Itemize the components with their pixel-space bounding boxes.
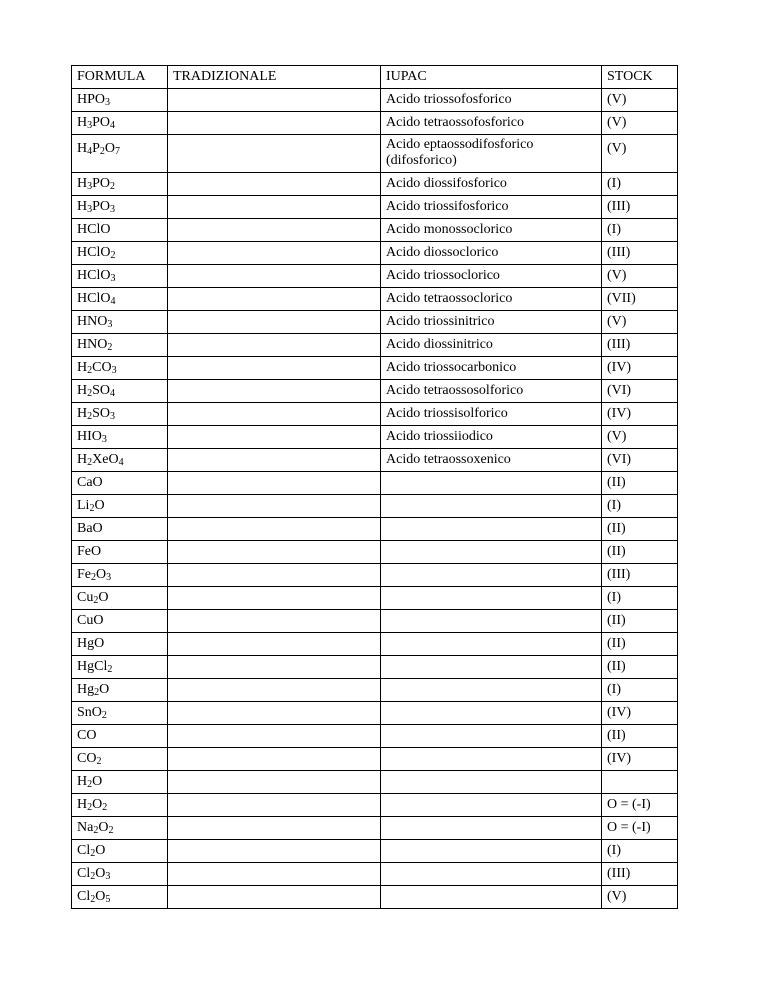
formula-text: Li [77, 497, 90, 513]
formula-text: HNO [77, 336, 108, 352]
iupac-cell [381, 541, 602, 564]
tradizionale-cell [168, 656, 381, 679]
formula-cell [72, 840, 168, 863]
formula-text: H [77, 198, 88, 214]
formula-subscript: 2 [93, 824, 99, 836]
formula-text: Cl [77, 865, 91, 881]
stock-cell: (I) [602, 173, 678, 196]
table-row [72, 541, 678, 564]
formula-cell [72, 135, 168, 173]
tradizionale-cell [168, 610, 381, 633]
formula-subscript: 3 [107, 318, 113, 330]
iupac-cell: Acido triossofosforico [381, 89, 602, 112]
iupac-cell: Acido diossifosforico [381, 173, 602, 196]
iupac-cell: Acido triossoclorico [381, 265, 602, 288]
header-iupac: IUPAC [381, 66, 602, 89]
formula-text: HClO [77, 267, 111, 283]
stock-cell: (V) [602, 89, 678, 112]
tradizionale-cell [168, 495, 381, 518]
header-stock: STOCK [602, 66, 678, 89]
stock-cell: (VI) [602, 380, 678, 403]
formula-cell [72, 610, 168, 633]
formula-subscript: 3 [110, 410, 116, 422]
formula-subscript: 3 [111, 364, 117, 376]
formula-cell [72, 886, 168, 909]
iupac-cell [381, 794, 602, 817]
formula-subscript: 3 [110, 272, 116, 284]
table-row [72, 794, 678, 817]
iupac-cell [381, 656, 602, 679]
formula-cell [72, 725, 168, 748]
stock-cell: (I) [602, 587, 678, 610]
formula-cell [72, 403, 168, 426]
formula-cell [72, 817, 168, 840]
stock-cell: (II) [602, 610, 678, 633]
formula-text: FeO [77, 543, 102, 559]
table-row [72, 633, 678, 656]
formula-subscript: 2 [90, 847, 96, 859]
table-row [72, 518, 678, 541]
iupac-cell [381, 748, 602, 771]
formula-subscript: 2 [90, 870, 96, 882]
iupac-cell [381, 863, 602, 886]
formula-subscript: 2 [87, 801, 93, 813]
table-row [72, 135, 678, 173]
formula-text: O [96, 566, 107, 582]
formula-text: HClO [77, 221, 111, 237]
iupac-cell [381, 702, 602, 725]
formula-text: CO [77, 727, 97, 743]
iupac-cell: Acido tetraossofosforico [381, 112, 602, 135]
formula-text: PO [92, 114, 111, 130]
formula-text: H [77, 382, 88, 398]
stock-cell: (I) [602, 840, 678, 863]
formula-subscript: 2 [94, 686, 100, 698]
table-row [72, 610, 678, 633]
table-row [72, 89, 678, 112]
tradizionale-cell [168, 817, 381, 840]
tradizionale-cell [168, 725, 381, 748]
iupac-cell: Acido triossisolforico [381, 403, 602, 426]
formula-subscript: 7 [115, 146, 121, 157]
iupac-cell: Acido tetraossosolforico [381, 380, 602, 403]
stock-cell: (V) [602, 426, 678, 449]
table-row [72, 472, 678, 495]
iupac-cell: Acido tetraossoxenico [381, 449, 602, 472]
formula-subscript: 3 [87, 119, 93, 131]
formula-subscript: 3 [105, 870, 111, 882]
formula-subscript: 2 [96, 755, 102, 767]
formula-subscript: 2 [110, 249, 116, 261]
formula-text: HClO [77, 290, 111, 306]
formula-cell [72, 334, 168, 357]
formula-cell [72, 449, 168, 472]
formula-text: H [77, 451, 88, 467]
tradizionale-cell [168, 679, 381, 702]
iupac-cell [381, 771, 602, 794]
stock-cell: (IV) [602, 748, 678, 771]
formula-cell [72, 794, 168, 817]
stock-cell: (II) [602, 656, 678, 679]
formula-text: P [92, 141, 100, 156]
formula-subscript: 4 [118, 456, 124, 468]
table-row [72, 173, 678, 196]
table-row [72, 334, 678, 357]
formula-text: O [95, 888, 106, 904]
table-row [72, 587, 678, 610]
stock-cell: (V) [602, 112, 678, 135]
formula-text: H [77, 796, 88, 812]
formula-subscript: 2 [87, 387, 93, 399]
formula-subscript: 3 [87, 203, 93, 215]
tradizionale-cell [168, 748, 381, 771]
formula-cell [72, 587, 168, 610]
table-row [72, 426, 678, 449]
formula-cell [72, 89, 168, 112]
formula-subscript: 2 [87, 410, 93, 422]
table-row [72, 886, 678, 909]
formula-cell [72, 564, 168, 587]
stock-cell: (II) [602, 541, 678, 564]
tradizionale-cell [168, 89, 381, 112]
tradizionale-cell [168, 794, 381, 817]
table-row [72, 656, 678, 679]
stock-cell: (III) [602, 564, 678, 587]
tradizionale-cell [168, 311, 381, 334]
tradizionale-cell [168, 380, 381, 403]
iupac-cell [381, 840, 602, 863]
formula-text: Cu [77, 589, 94, 605]
iupac-cell: Acido triossiiodico [381, 426, 602, 449]
formula-text: H [77, 773, 88, 789]
table-row [72, 702, 678, 725]
formula-subscript: 2 [110, 180, 116, 192]
iupac-cell [381, 610, 602, 633]
formula-cell [72, 541, 168, 564]
formula-subscript: 2 [107, 341, 113, 353]
formula-text: BaO [77, 520, 103, 536]
header-formula: FORMULA [72, 66, 168, 89]
formula-text: HgCl [77, 658, 108, 674]
iupac-cell: Acido triossifosforico [381, 196, 602, 219]
tradizionale-cell [168, 518, 381, 541]
formula-text: SO [92, 382, 111, 398]
tradizionale-cell [168, 472, 381, 495]
stock-cell: (III) [602, 334, 678, 357]
table-row [72, 564, 678, 587]
formula-text: H [77, 175, 88, 191]
stock-cell: (V) [602, 886, 678, 909]
formula-text: PO [92, 198, 111, 214]
table-row [72, 840, 678, 863]
tradizionale-cell [168, 112, 381, 135]
formula-text: O [92, 796, 103, 812]
formula-subscript: 2 [99, 146, 105, 157]
tradizionale-cell [168, 633, 381, 656]
formula-text: O [92, 773, 103, 789]
stock-cell: (III) [602, 863, 678, 886]
formula-cell [72, 495, 168, 518]
formula-cell [72, 196, 168, 219]
table-row [72, 242, 678, 265]
formula-text: H [77, 114, 88, 130]
formula-text: HgO [77, 635, 105, 651]
iupac-cell [381, 518, 602, 541]
table-row [72, 288, 678, 311]
formula-text: H [77, 141, 88, 156]
table-row [72, 311, 678, 334]
table-row [72, 748, 678, 771]
stock-cell: (III) [602, 242, 678, 265]
tradizionale-cell [168, 357, 381, 380]
formula-cell [72, 357, 168, 380]
header-tradizionale: TRADIZIONALE [168, 66, 381, 89]
tradizionale-cell [168, 449, 381, 472]
table-body [72, 89, 678, 909]
stock-cell: (V) [602, 311, 678, 334]
formula-text: H [77, 405, 88, 421]
formula-text: HClO [77, 244, 111, 260]
stock-cell: (V) [602, 135, 678, 173]
formula-subscript: 2 [87, 456, 93, 468]
stock-cell: (IV) [602, 403, 678, 426]
formula-text: Fe [77, 566, 91, 582]
formula-subscript: 3 [87, 180, 93, 192]
formula-text: O [94, 497, 105, 513]
stock-cell: (II) [602, 725, 678, 748]
formula-cell [72, 518, 168, 541]
formula-subscript: 4 [110, 387, 116, 399]
stock-cell: (I) [602, 495, 678, 518]
iupac-cell: Acido monossoclorico [381, 219, 602, 242]
formula-cell [72, 288, 168, 311]
formula-subscript: 2 [87, 778, 93, 790]
tradizionale-cell [168, 702, 381, 725]
stock-cell: (II) [602, 633, 678, 656]
stock-cell: (III) [602, 196, 678, 219]
tradizionale-cell [168, 334, 381, 357]
tradizionale-cell [168, 288, 381, 311]
formula-text: Na [77, 819, 94, 835]
iupac-cell [381, 472, 602, 495]
formula-text: SnO [77, 704, 102, 720]
iupac-cell: Acido triossocarbonico [381, 357, 602, 380]
formula-subscript: 2 [102, 801, 108, 813]
stock-cell: (V) [602, 265, 678, 288]
formula-cell [72, 311, 168, 334]
stock-cell [602, 771, 678, 794]
formula-cell [72, 656, 168, 679]
formula-subscript: 3 [106, 571, 112, 583]
formula-cell [72, 380, 168, 403]
stock-cell: (IV) [602, 702, 678, 725]
stock-cell: (II) [602, 472, 678, 495]
iupac-cell [381, 587, 602, 610]
tradizionale-cell [168, 840, 381, 863]
formula-text: H [77, 359, 88, 375]
formula-text: Cl [77, 888, 91, 904]
formula-cell [72, 219, 168, 242]
table-row [72, 357, 678, 380]
table-row [72, 403, 678, 426]
formula-cell [72, 748, 168, 771]
formula-cell [72, 112, 168, 135]
tradizionale-cell [168, 242, 381, 265]
table-row [72, 771, 678, 794]
formula-text: Cl [77, 842, 91, 858]
formula-cell [72, 679, 168, 702]
table-row [72, 380, 678, 403]
iupac-cell [381, 886, 602, 909]
formula-text: CO [77, 750, 97, 766]
iupac-cell [381, 725, 602, 748]
stock-cell: (VI) [602, 449, 678, 472]
tradizionale-cell [168, 426, 381, 449]
tradizionale-cell [168, 863, 381, 886]
iupac-cell: Acido tetraossoclorico [381, 288, 602, 311]
stock-cell: (VII) [602, 288, 678, 311]
formula-text: O [104, 141, 116, 156]
formula-cell [72, 702, 168, 725]
formula-text: O [95, 842, 106, 858]
formula-cell [72, 771, 168, 794]
nomenclature-table [71, 65, 678, 909]
stock-cell: (I) [602, 219, 678, 242]
stock-cell: O = (-I) [602, 794, 678, 817]
formula-text: O [98, 589, 109, 605]
formula-cell [72, 173, 168, 196]
formula-cell [72, 426, 168, 449]
formula-text: CaO [77, 474, 103, 490]
formula-text: O [95, 865, 106, 881]
formula-cell [72, 242, 168, 265]
table-row [72, 679, 678, 702]
formula-text: Hg [77, 681, 95, 697]
iupac-cell [381, 495, 602, 518]
tradizionale-cell [168, 135, 381, 173]
iupac-cell [381, 564, 602, 587]
formula-text: HNO [77, 313, 108, 329]
formula-cell [72, 472, 168, 495]
tradizionale-cell [168, 564, 381, 587]
table-row [72, 219, 678, 242]
tradizionale-cell [168, 196, 381, 219]
formula-text: CO [92, 359, 112, 375]
tradizionale-cell [168, 265, 381, 288]
formula-text: XeO [92, 451, 119, 467]
formula-subscript: 2 [108, 824, 114, 836]
formula-cell [72, 265, 168, 288]
iupac-cell: Acido triossinitrico [381, 311, 602, 334]
iupac-cell: Acido diossinitrico [381, 334, 602, 357]
table-row [72, 449, 678, 472]
tradizionale-cell [168, 771, 381, 794]
table-row [72, 112, 678, 135]
iupac-cell [381, 633, 602, 656]
formula-subscript: 2 [90, 893, 96, 905]
formula-subscript: 2 [89, 502, 95, 514]
stock-cell: (IV) [602, 357, 678, 380]
tradizionale-cell [168, 587, 381, 610]
formula-subscript: 2 [93, 594, 99, 606]
formula-subscript: 2 [101, 709, 107, 721]
formula-subscript: 3 [110, 203, 116, 215]
formula-text: CuO [77, 612, 104, 628]
tradizionale-cell [168, 886, 381, 909]
table-row [72, 863, 678, 886]
tradizionale-cell [168, 403, 381, 426]
table-row [72, 495, 678, 518]
table-row [72, 196, 678, 219]
formula-subscript: 3 [105, 96, 111, 108]
formula-text: HIO [77, 428, 102, 444]
iupac-cell: Acido eptaossodifosforico (difosforico) [381, 135, 602, 173]
formula-text: O [98, 819, 109, 835]
table-row [72, 817, 678, 840]
formula-text: O [99, 681, 110, 697]
tradizionale-cell [168, 541, 381, 564]
formula-subscript: 4 [110, 295, 116, 307]
formula-subscript: 2 [87, 364, 93, 376]
formula-subscript: 5 [105, 893, 111, 905]
formula-cell [72, 863, 168, 886]
formula-subscript: 4 [110, 119, 116, 131]
formula-text: PO [92, 175, 111, 191]
formula-text: HPO [77, 91, 106, 107]
stock-cell: O = (-I) [602, 817, 678, 840]
formula-subscript: 4 [87, 146, 93, 157]
table-row [72, 265, 678, 288]
iupac-cell [381, 817, 602, 840]
stock-cell: (I) [602, 679, 678, 702]
formula-subscript: 3 [101, 433, 107, 445]
iupac-cell [381, 679, 602, 702]
formula-subscript: 2 [91, 571, 96, 583]
iupac-cell: Acido diossoclorico [381, 242, 602, 265]
formula-cell [72, 633, 168, 656]
tradizionale-cell [168, 173, 381, 196]
stock-cell: (II) [602, 518, 678, 541]
tradizionale-cell [168, 219, 381, 242]
table-row [72, 725, 678, 748]
formula-subscript: 2 [107, 663, 113, 675]
formula-text: SO [92, 405, 111, 421]
header-row [72, 66, 678, 89]
